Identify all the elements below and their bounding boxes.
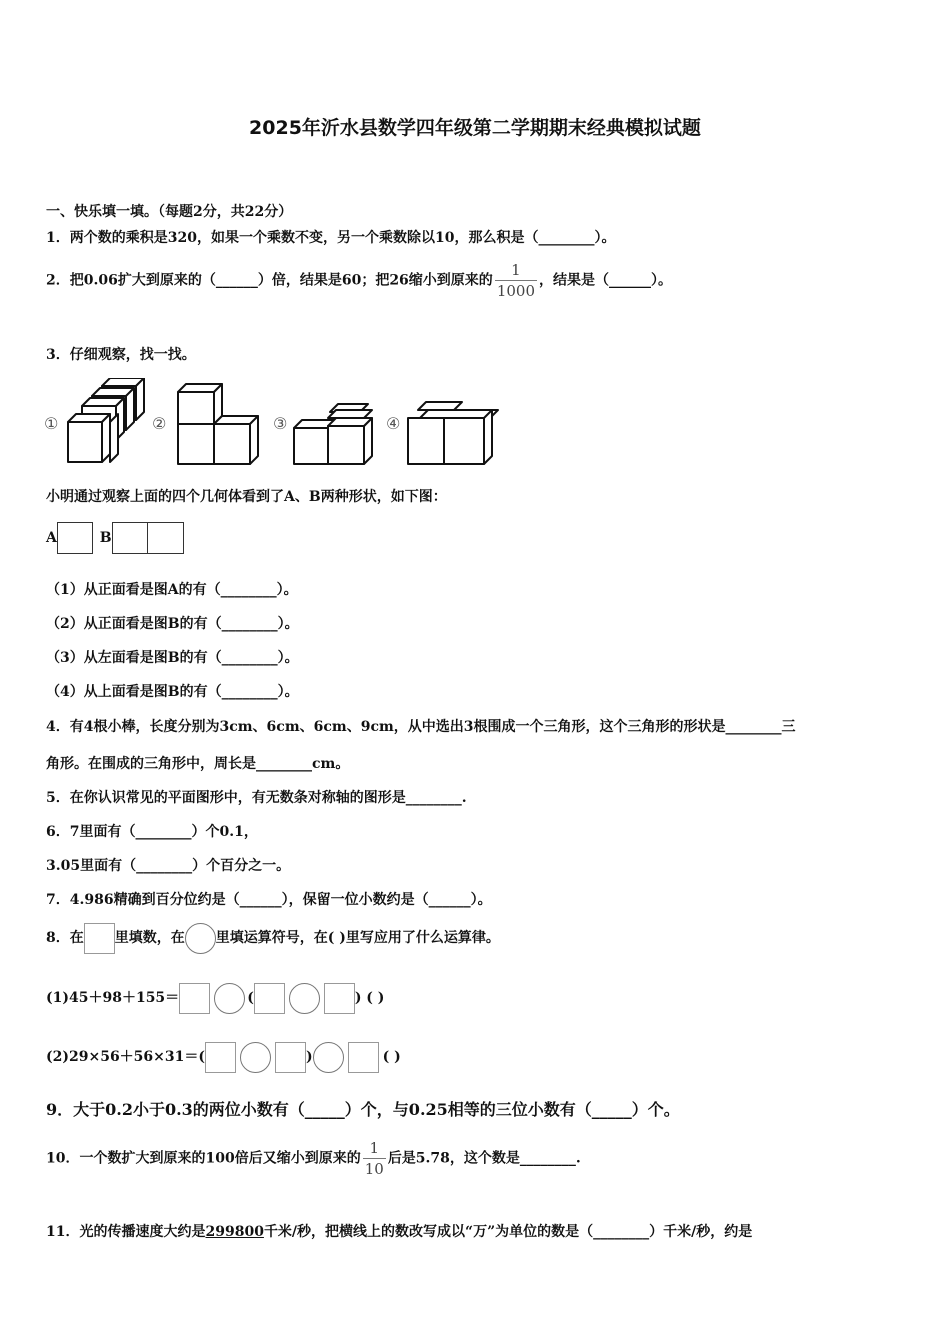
question-6-line-1: 6．7里面有（________）个0.1， [46,824,258,840]
shapes-row [46,522,184,554]
question-3-intro: 3．仔细观察，找一找。 [46,347,196,363]
question-3-sub-2: （2）从正面看是图B的有（________）。 [46,616,299,632]
fraction-denominator: 10 [364,1160,384,1178]
solid-2-icon [178,384,258,464]
expr-2-tail: ( ) [382,1049,401,1065]
circle-box-icon [185,923,216,954]
question-10-text-b: 后是5.78，这个数是________. [387,1150,581,1167]
question-8 [46,922,500,954]
solid-label-1: ① [44,414,59,433]
solid-label-4: ④ [386,414,401,433]
answer-box[interactable] [275,1042,306,1073]
question-8-text-3: 里填运算符号，在( )里写应用了什么运算律。 [215,930,500,946]
question-3-sub-1: （1）从正面看是图A的有（________）。 [46,582,298,598]
expr-2-text: (2)29×56＋56×31＝( [46,1049,206,1065]
question-8-text-2: 里填数，在 [114,930,185,946]
expr-1-tail: ) ( ) [354,990,385,1006]
shape-b-square-1 [112,522,148,554]
solid-4-icon [408,402,498,464]
question-3-sub-4: （4）从上面看是图B的有（________）。 [46,684,299,700]
shape-b-label: B [99,530,112,546]
question-2-text-a: 2．把0.06扩大到原来的（______）倍，结果是60；把26缩小到原来的 [46,272,493,289]
question-3-observe: 小明通过观察上面的四个几何体看到了A、B两种形状，如下图： [46,489,447,505]
question-9: 9．大于0.2小于0.3的两位小数有（_____）个，与0.25相等的三位小数有（_____）个。 [46,1100,680,1119]
fraction-1-10 [363,1138,386,1179]
question-2 [46,260,672,301]
question-11 [46,1222,752,1242]
operator-circle[interactable] [214,983,245,1014]
solids-figure [44,378,504,470]
answer-box[interactable] [179,983,210,1014]
square-box-icon [84,923,115,954]
question-1: 1．两个数的乘积是320，如果一个乘数不变，另一个乘数除以10，那么积是（________）。 [46,230,616,246]
answer-box[interactable] [254,983,285,1014]
question-2-text-b: ，结果是（______）。 [539,272,672,289]
operator-circle[interactable] [240,1042,271,1073]
solid-3-icon [294,404,372,464]
fraction-numerator: 1 [369,1139,380,1157]
question-8-text-1: 8．在 [46,930,84,946]
solid-1-icon [68,378,144,462]
question-11-text-a: 11．光的传播速度大约是 [46,1224,206,1240]
shape-b-square-2 [148,522,184,554]
underlined-number: 299800 [205,1224,264,1240]
question-10 [46,1138,581,1179]
shape-a-label: A [46,530,57,546]
page-title: 2025年沂水县数学四年级第二学期期末经典模拟试题 [249,117,701,139]
question-5: 5．在你认识常见的平面图形中，有无数条对称轴的图形是________. [46,790,467,806]
fraction-denominator: 1000 [496,282,535,300]
question-8-expr-1: (1)45＋98＋155＝ ( ) ( ) [46,982,384,1014]
operator-circle[interactable] [313,1042,344,1073]
fraction-numerator: 1 [511,261,521,279]
question-10-text-a: 10．一个数扩大到原来的100倍后又缩小到原来的 [46,1150,361,1167]
answer-box[interactable] [205,1042,236,1073]
question-8-expr-2: (2)29×56＋56×31＝( ) ( ) [46,1040,401,1074]
section-heading: 一、快乐填一填。（每题2分，共22分） [46,204,293,220]
question-4-line-2: 角形。在围成的三角形中，周长是________cm。 [46,756,350,772]
solid-label-2: ② [152,414,167,433]
solid-label-3: ③ [273,414,288,433]
answer-box[interactable] [348,1042,379,1073]
question-4-line-1: 4．有4根小棒，长度分别为3cm、6cm、6cm、9cm，从中选出3根围成一个三角形，这个三角形的形状是________三 [46,719,796,735]
question-6-line-2: 3.05里面有（________）个百分之一。 [46,858,291,874]
fraction-1-1000 [495,260,537,301]
question-3-sub-3: （3）从左面看是图B的有（________）。 [46,650,299,666]
question-11-text-b: 千米/秒，把横线上的数改写成以“万”为单位的数是（________）千米/秒，约是 [263,1224,753,1240]
shape-a-square [57,522,93,554]
question-7: 7．4.986精确到百分位约是（______），保留一位小数约是（______）。 [46,892,492,908]
answer-box[interactable] [324,983,355,1014]
operator-circle[interactable] [289,983,320,1014]
expr-1-text: (1)45＋98＋155＝ [46,990,180,1006]
